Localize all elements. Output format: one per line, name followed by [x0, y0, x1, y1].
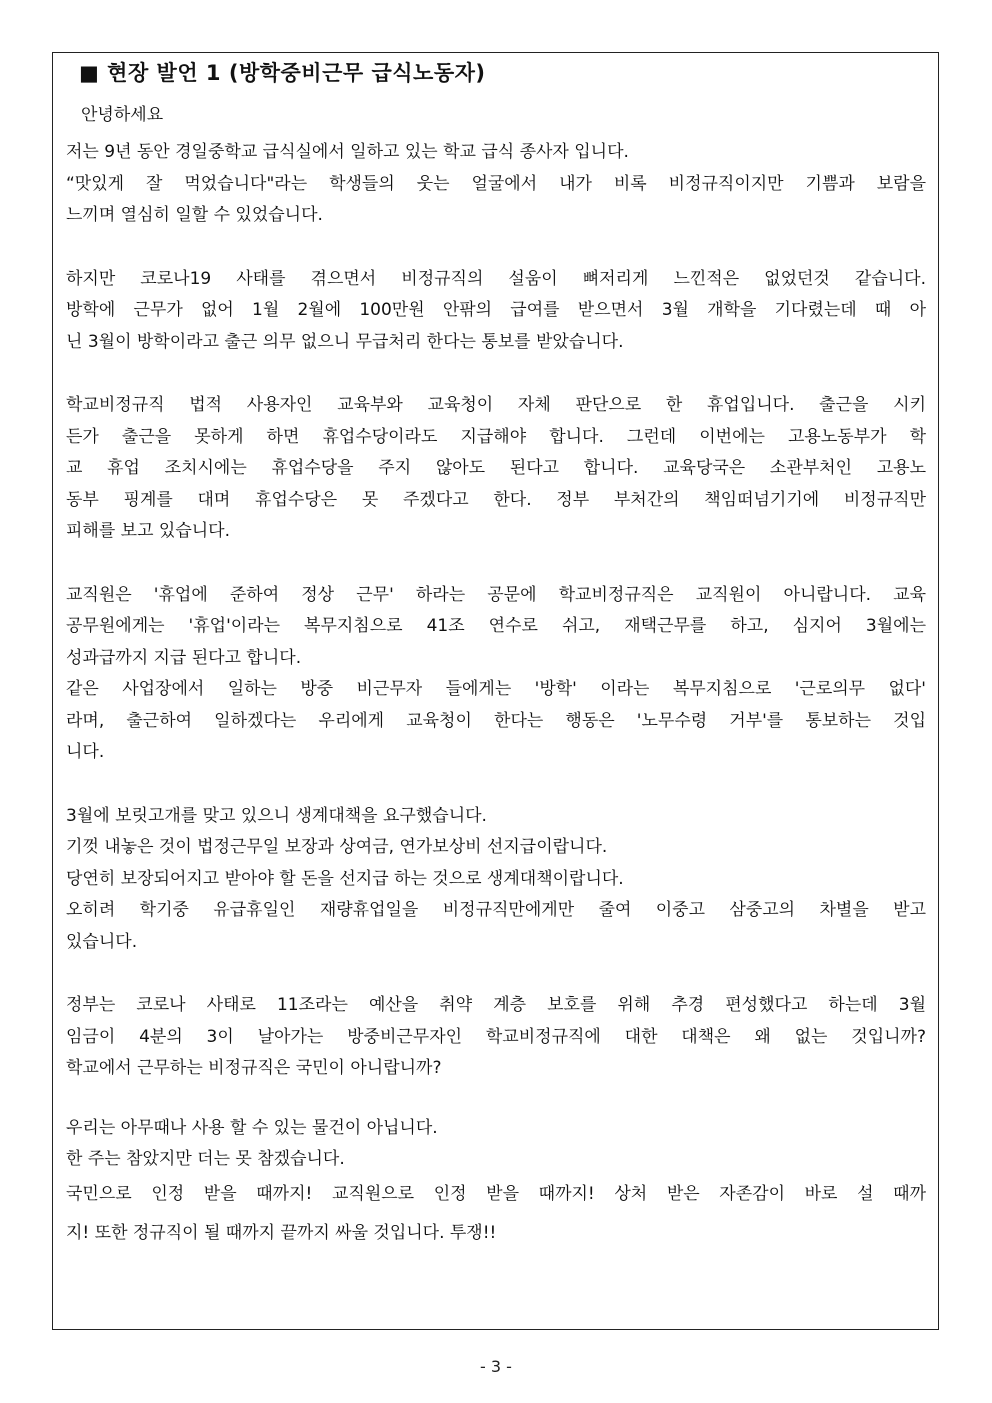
paragraph-gap	[66, 769, 926, 801]
paragraph-4-line-3: 성과급까지 지급 된다고 합니다.	[66, 647, 302, 668]
page-number: - 3 -	[480, 1357, 512, 1376]
paragraph-7-line-2: 한 주는 참았지만 더는 못 참겠습니다.	[66, 1149, 345, 1169]
paragraph-7-line-1: 우리는 아무때나 사용 할 수 있는 물건이 아닙니다.	[66, 1117, 438, 1138]
paragraph-4-line-2: 공무원에게는 '휴업'이라는 복무지침으로 41조 연수로 쉬고, 재택근무를 하고, 심지어 3월에는	[66, 616, 926, 636]
paragraph-gap	[66, 358, 926, 390]
paragraph-3-line-4: 동부 핑계를 대며 휴업수당은 못 주겠다고 한다. 정부 부처간의 책임떠넘기기에 비정규직만	[66, 489, 926, 510]
speech-box	[52, 52, 939, 1330]
paragraph-5-line-3: 당연히 보장되어지고 받아야 할 돈을 선지급 하는 것으로 생계대책이랍니다.	[66, 868, 624, 889]
paragraph-4-line-1: 교직원은 '휴업에 준하여 정상 근무' 하라는 공문에 학교비정규직은 교직원이 아니랍니다. 교육	[66, 584, 926, 605]
paragraph-4-line-5: 라며, 출근하여 일하겠다는 우리에게 교육청이 한다는 행동은 '노무수령 거부'를 통보하는 것입	[66, 710, 926, 731]
paragraph-5-line-5: 있습니다.	[66, 931, 138, 952]
paragraph-6-line-1: 정부는 코로나 사태로 11조라는 예산을 취약 계층 보호를 위해 추경 편성했다고 하는데 3월	[66, 995, 926, 1015]
paragraph-1-line-2: “맛있게 잘 먹었습니다"라는 학생들의 웃는 얼굴에서 내가 비록 비정규직이지만 기쁨과 보람을	[66, 173, 926, 194]
paragraph-6-line-2: 임금이 4분의 3이 날아가는 방중비근무자인 학교비정규직에 대한 대책은 왜 없는 것입니까?	[66, 1026, 926, 1047]
section-title: ■ 현장 발언 1 (방학중비근무 급식노동자)	[79, 61, 486, 85]
paragraph-1-line-3: 느끼며 열심히 일할 수 있었습니다.	[66, 205, 323, 225]
paragraph-3-line-5: 피해를 보고 있습니다.	[66, 521, 231, 541]
paragraph-2-line-1: 하지만 코로나19 사태를 겪으면서 비정규직의 설움이 뼈저리게 느낀적은 없었던것 같습니다.	[66, 268, 926, 289]
paragraph-5-line-2: 기껏 내놓은 것이 법정근무일 보장과 상여금, 연가보상비 선지급이랍니다.	[66, 837, 608, 857]
paragraph-1-line-1: 저는 9년 동안 경일중학교 급식실에서 일하고 있는 학교 급식 종사자 입니다.	[66, 142, 629, 162]
paragraph-2-line-3: 닌 3월이 방학이라고 출근 의무 없으니 무급처리 한다는 통보를 받았습니다.	[66, 331, 624, 352]
paragraph-3-line-3: 교 휴업 조치시에는 휴업수당을 주지 않아도 된다고 합니다. 교육당국은 소관부처인 고용노	[66, 458, 926, 478]
speech-body	[66, 137, 926, 1249]
paragraph-3-line-1: 학교비정규직 법적 사용자인 교육부와 교육청이 자체 판단으로 한 휴업입니다. 출근을 시키	[66, 395, 926, 415]
paragraph-2-line-2: 방학에 근무가 없어 1월 2월에 100만원 안팎의 급여를 받으면서 3월 개학을 기다렸는데 때 아	[66, 300, 926, 320]
paragraph-gap	[66, 232, 926, 264]
paragraph-6-line-3: 학교에서 근무하는 비정규직은 국민이 아니랍니까?	[66, 1058, 442, 1078]
paragraph-gap	[66, 548, 926, 580]
paragraph-gap	[66, 1085, 926, 1113]
paragraph-3-line-2: 든가 출근을 못하게 하면 휴업수당이라도 지급해야 합니다. 그런데 이번에는 고용노동부가 학	[66, 426, 926, 447]
paragraph-gap	[66, 958, 926, 990]
paragraph-4-line-6: 니다.	[66, 742, 105, 762]
paragraph-7-line-3: 국민으로 인정 받을 때까지! 교직원으로 인정 받을 때까지! 상처 받은 자존감이 바로 설 때까	[66, 1183, 926, 1204]
greeting: 안녕하세요	[81, 105, 164, 125]
paragraph-4-line-4: 같은 사업장에서 일하는 방중 비근무자 들에게는 '방학' 이라는 복무지침으로 '근로의무 없다'	[66, 679, 926, 699]
paragraph-5-line-1: 3월에 보릿고개를 맞고 있으니 생계대책을 요구했습니다.	[66, 805, 487, 826]
paragraph-5-line-4: 오히려 학기중 유급휴일인 재량휴업일을 비정규직만에게만 줄여 이중고 삼중고의 차별을 받고	[66, 900, 926, 920]
paragraph-7-line-4: 지! 또한 정규직이 될 때까지 끝까지 싸울 것입니다. 투쟁!!	[66, 1222, 497, 1243]
